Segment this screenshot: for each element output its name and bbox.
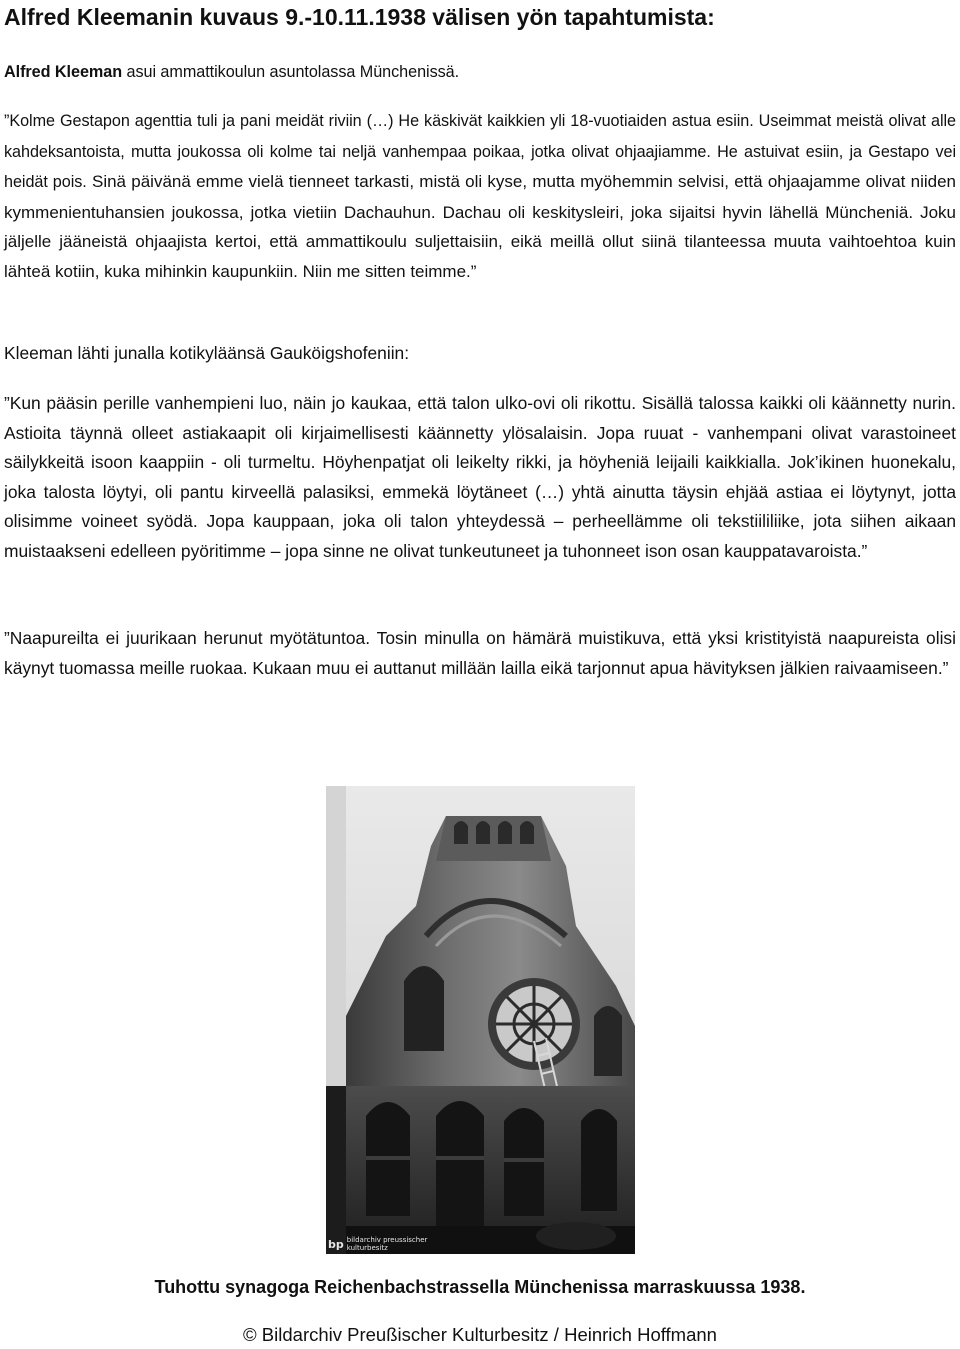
- quote-gestapo-part-a: ”Kolme Gestapon agenttia tuli ja pani meidät riviin (…) He käskivät kaikkien yli 18-vuotiaiden astua esiin. Useimmat meistä olivat alle kahdeksantoista, mutta joukossa oli kolme tai neljä vanhempaa poikaa, jotka olivat ohjaajiamme. He astuivat esiin, ja Gestapo vei heidät pois.: [4, 112, 956, 191]
- synagogue-photo: [326, 786, 635, 1254]
- photo-caption: Tuhottu synagoga Reichenbachstrassella Münchenissa marraskuussa 1938.: [154, 1277, 806, 1297]
- intro-paragraph: [4, 58, 956, 88]
- transition-paragraph: Kleeman lähti junalla kotikyläänsä Gauköigshofeniin:: [4, 343, 410, 363]
- watermark-text: [347, 1236, 428, 1252]
- photo-watermark: [328, 1236, 427, 1252]
- person-name: Alfred Kleeman: [4, 63, 123, 81]
- quote-gestapo-paragraph: [4, 106, 956, 286]
- watermark-line-1: bildarchiv preussischer: [346, 1236, 428, 1244]
- quote-neighbours-paragraph: ”Naapureilta ei juurikaan herunut myötätuntoa. Tosin minulla on hämärä muistikuva, että yksi kristityistä naapureista olisi käynyt tuomassa meille ruokaa. Kukaan muu ei auttanut millään lailla eikä tarjonnut apua hävityksen jälkien raivaamiseen.”: [4, 628, 956, 678]
- quote-home-paragraph: ”Kun pääsin perille vanhempieni luo, näin jo kaukaa, että talon ulko-ovi oli rikottu. Sisällä talossa kaikki oli käännetty nurin. Astioita täynnä olleet astiakaapit oli kirjaimellisesti käännetty ylösalaisin. Jopa ruuat - vanhempani olivat varastoineet säilykkeitä isoon kaappiin - oli turmeltu. Höyhenpatjat oli leikelty rikki, ja höyheniä leijaili kaikkialla. Jok’ikinen huonekalu, joka talosta löytyi, oli pantu kirveellä palasiksi, emmekä löytäneet (…) yhtä ainutta täysin ehjää astiaa ei löytynyt, jotta olisimme voineet syödä. Jopa kauppaan, joka oli talon yhteydessä – perheellämme oli tekstiililiike, jota siihen aikaan muistaakseni edelleen pyöritimme – jopa sinne ne olivat tunkeutuneet ja tuhonneet ison osan kauppatavaroista.”: [4, 393, 956, 561]
- intro-text: asui ammattikoulun asuntolassa Münchenissä.: [122, 63, 460, 81]
- photo-credit: © Bildarchiv Preußischer Kulturbesitz / Heinrich Hoffmann: [243, 1324, 717, 1345]
- watermark-line-2: kulturbesitz: [346, 1244, 388, 1252]
- watermark-logo: bp: [328, 1237, 344, 1251]
- quote-gestapo-part-b: Sinä päivänä emme vielä tienneet tarkasti, mistä oli kyse, mutta myöhemmin selvisi, että ohjaajamme olivat niiden kymmenientuhansien joukossa, jotka vietiin Dachauhun. Dachau oli keskitysleiri, joka sijaitsi hyvin lähellä Müncheniä. Joku jäljelle jääneistä ohjaajista kertoi, että ammattikoulu suljettaisiin, eikä meillä ollut siinä tilanteessa muuta vaihtoehtoa kuin lähteä kotiin, kuka mihinkin kaupunkiin. Niin me sitten teimme.”: [4, 172, 956, 281]
- synagogue-photo-illustration: [326, 786, 635, 1254]
- document-title: Alfred Kleemanin kuvaus 9.-10.11.1938 välisen yön tapahtumista:: [4, 4, 715, 30]
